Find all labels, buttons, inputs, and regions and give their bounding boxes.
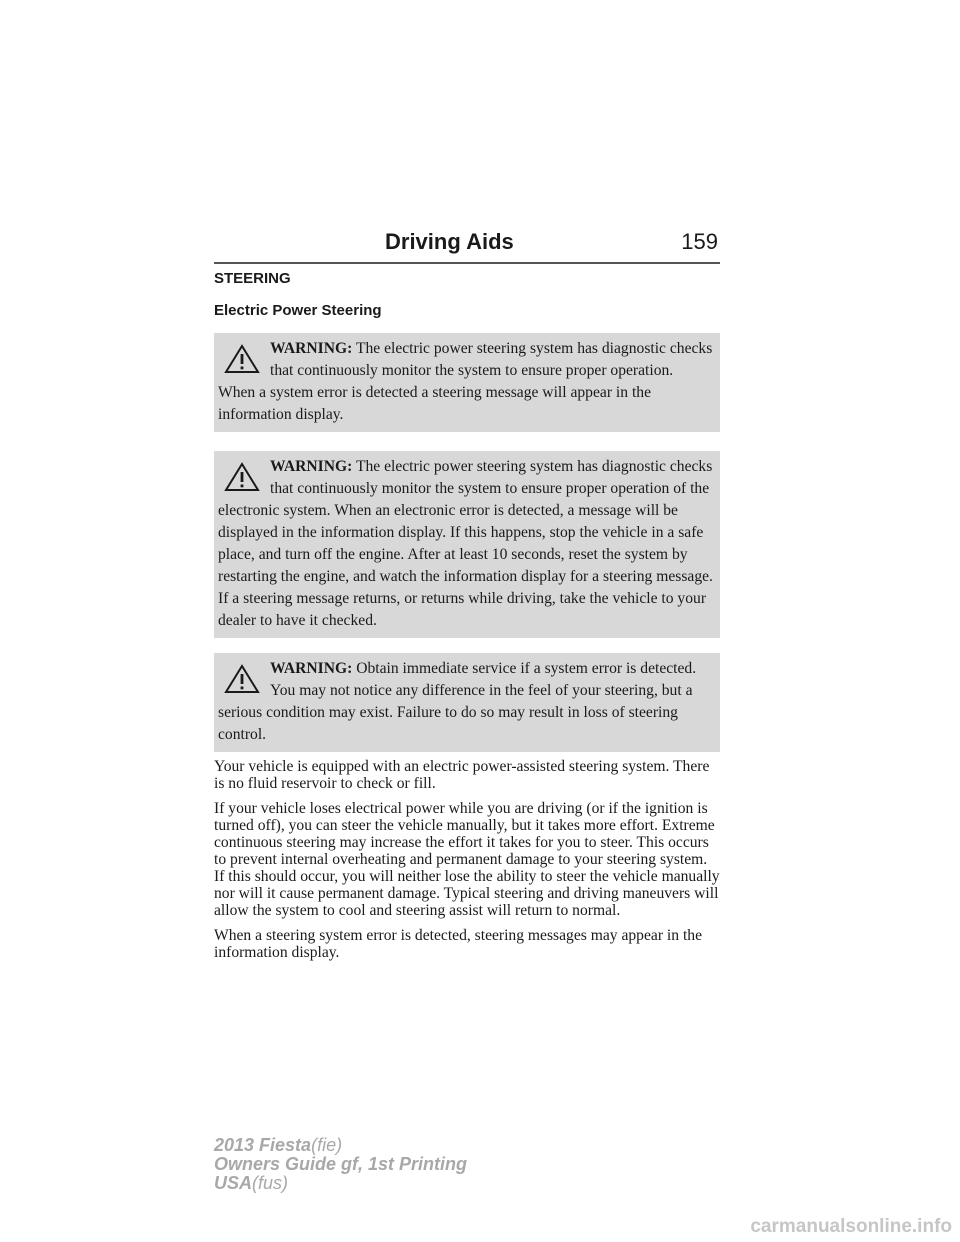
section-subtitle: Electric Power Steering	[214, 302, 382, 319]
footer-model: 2013 Fiesta	[214, 1135, 312, 1155]
watermark: carmanualsonline.info	[750, 1216, 952, 1237]
body-paragraph: When a steering system error is detected, steering messages may appear in the information display.	[214, 927, 702, 961]
body-paragraph: Your vehicle is equipped with an electric power-assisted steering system. There is no fluid reservoir to check or fill.	[214, 758, 710, 792]
footer-market-line	[214, 1174, 467, 1193]
header-section-title: Driving Aids	[385, 229, 514, 254]
section-title: STEERING	[214, 270, 291, 287]
warning-text: The electric power steering system has diagnostic checks that continuously monitor the system to ensure proper operation. When a system error is detected a steering message will appear in the information display.	[218, 340, 713, 423]
warning-label: WARNING:	[270, 340, 353, 357]
page-content	[214, 270, 720, 961]
footer-market-code: (fus)	[252, 1173, 289, 1193]
warning-label: WARNING:	[270, 458, 353, 475]
warning-triangle-icon	[224, 462, 260, 492]
warning-triangle-icon	[224, 344, 260, 374]
header-page-number: 159	[681, 229, 718, 254]
footer-model-line	[214, 1136, 467, 1155]
footer-market: USA	[214, 1173, 253, 1193]
body-paragraph: If your vehicle loses electrical power while you are driving (or if the ignition is turned off), you can steer the vehicle manually, but it takes more effort. Extreme continuous steering may increase the effort it takes for you to steer. This occurs to prevent internal overheating and permanent damage to your steering system. If this should occur, you will neither lose the ability to steer the vehicle manually nor will it cause permanent damage. Typical steering and driving maneuvers will allow the system to cool and steering assist will return to normal.	[214, 800, 720, 919]
warning-label: WARNING:	[270, 660, 353, 677]
footer-guide-line	[214, 1155, 467, 1174]
warning-text: Obtain immediate service if a system error is detected. You may not notice any difference in the feel of your steering, but a serious condition may exist. Failure to do so may result in loss of steering control.	[218, 660, 697, 743]
footer-model-code: (fie)	[311, 1135, 343, 1155]
warning-box	[214, 333, 720, 432]
warning-text: The electric power steering system has diagnostic checks that continuously monitor the system to ensure proper operation of the electronic system. When an electronic error is detected, a message will be displayed in the information display. If this happens, stop the vehicle in a safe place, and turn off the engine. After at least 10 seconds, reset the system by restarting the engine, and watch the information display for a steering message. If a steering message returns, or returns while driving, take the vehicle to your dealer to have it checked.	[218, 458, 713, 629]
warning-box	[214, 653, 720, 752]
warning-box	[214, 451, 720, 638]
warning-triangle-icon	[224, 664, 260, 694]
footer-guide: Owners Guide gf, 1st Printing	[214, 1154, 468, 1174]
page-header	[214, 228, 720, 264]
print-footer	[214, 1136, 467, 1193]
